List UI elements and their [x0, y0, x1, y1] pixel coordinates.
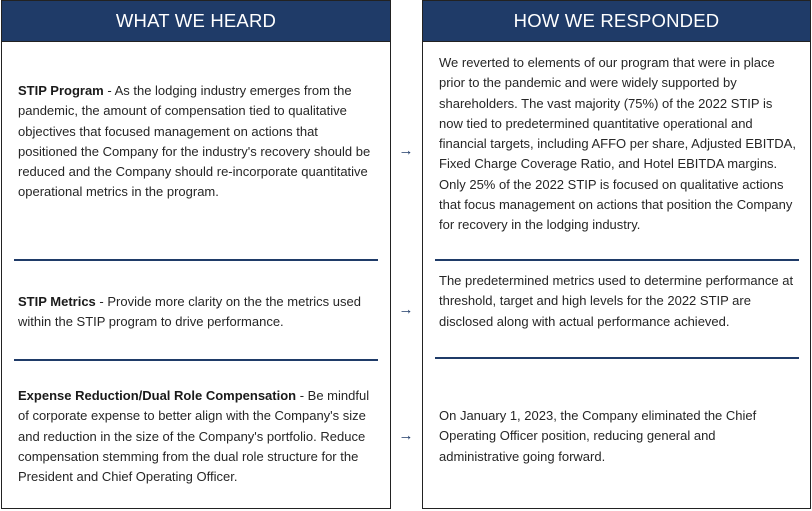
item-text: - Provide more clarity on the the metrics used within the STIP program to drive performance.	[18, 294, 361, 330]
item-heading: Expense Reduction/Dual Role Compensation	[18, 388, 297, 403]
divider	[435, 357, 799, 359]
divider	[435, 259, 799, 261]
arrow-right-icon: →	[398, 142, 414, 159]
what-we-heard-panel	[1, 0, 391, 509]
divider	[14, 259, 378, 261]
stip-metrics-feedback	[18, 292, 378, 333]
item-heading: STIP Program	[18, 83, 104, 98]
expense-reduction-response: On January 1, 2023, the Company eliminated the Chief Operating Officer position, reducing general and administrative going forward.	[439, 408, 757, 464]
item-text: - As the lodging industry emerges from the pandemic, the amount of compensation tied to qualitative objectives that focused management on actions that positioned the Company for the industry's recovery should be reduced and the Company should re-incorporate quantitative operational metrics in the program.	[18, 83, 371, 200]
stip-program-response: We reverted to elements of our program that were in place prior to the pandemic and were widely supported by shareholders. The vast majority (75%) of the 2022 STIP is now tied to predetermined quantitative operational and financial targets, including AFFO per share, Adjusted EBITDA, Fixed Charge Coverage Ratio, and Hotel EBITDA margins. Only 25% of the 2022 STIP is focused on qualitative actions that focus management on actions that position the Company for recovery in the lodging industry.	[439, 55, 796, 233]
stip-program-feedback	[18, 81, 378, 203]
item-heading: STIP Metrics	[18, 294, 96, 309]
how-we-responded-header: HOW WE RESPONDED	[423, 1, 810, 42]
how-we-responded-panel	[422, 0, 811, 509]
expense-reduction-feedback	[18, 386, 378, 487]
stip-metrics-response: The predetermined metrics used to determine performance at threshold, target and high levels for the 2022 STIP are disclosed along with actual performance achieved.	[439, 273, 794, 329]
divider	[14, 359, 378, 361]
arrow-right-icon: →	[398, 427, 414, 444]
item-text: - Be mindful of corporate expense to better align with the Company's size and reduction in the size of the Company's portfolio. Reduce compensation stemming from the dual role structure for the President and Chief Operating Officer.	[18, 388, 370, 485]
arrow-right-icon: →	[398, 301, 414, 318]
what-we-heard-header: WHAT WE HEARD	[2, 1, 390, 42]
